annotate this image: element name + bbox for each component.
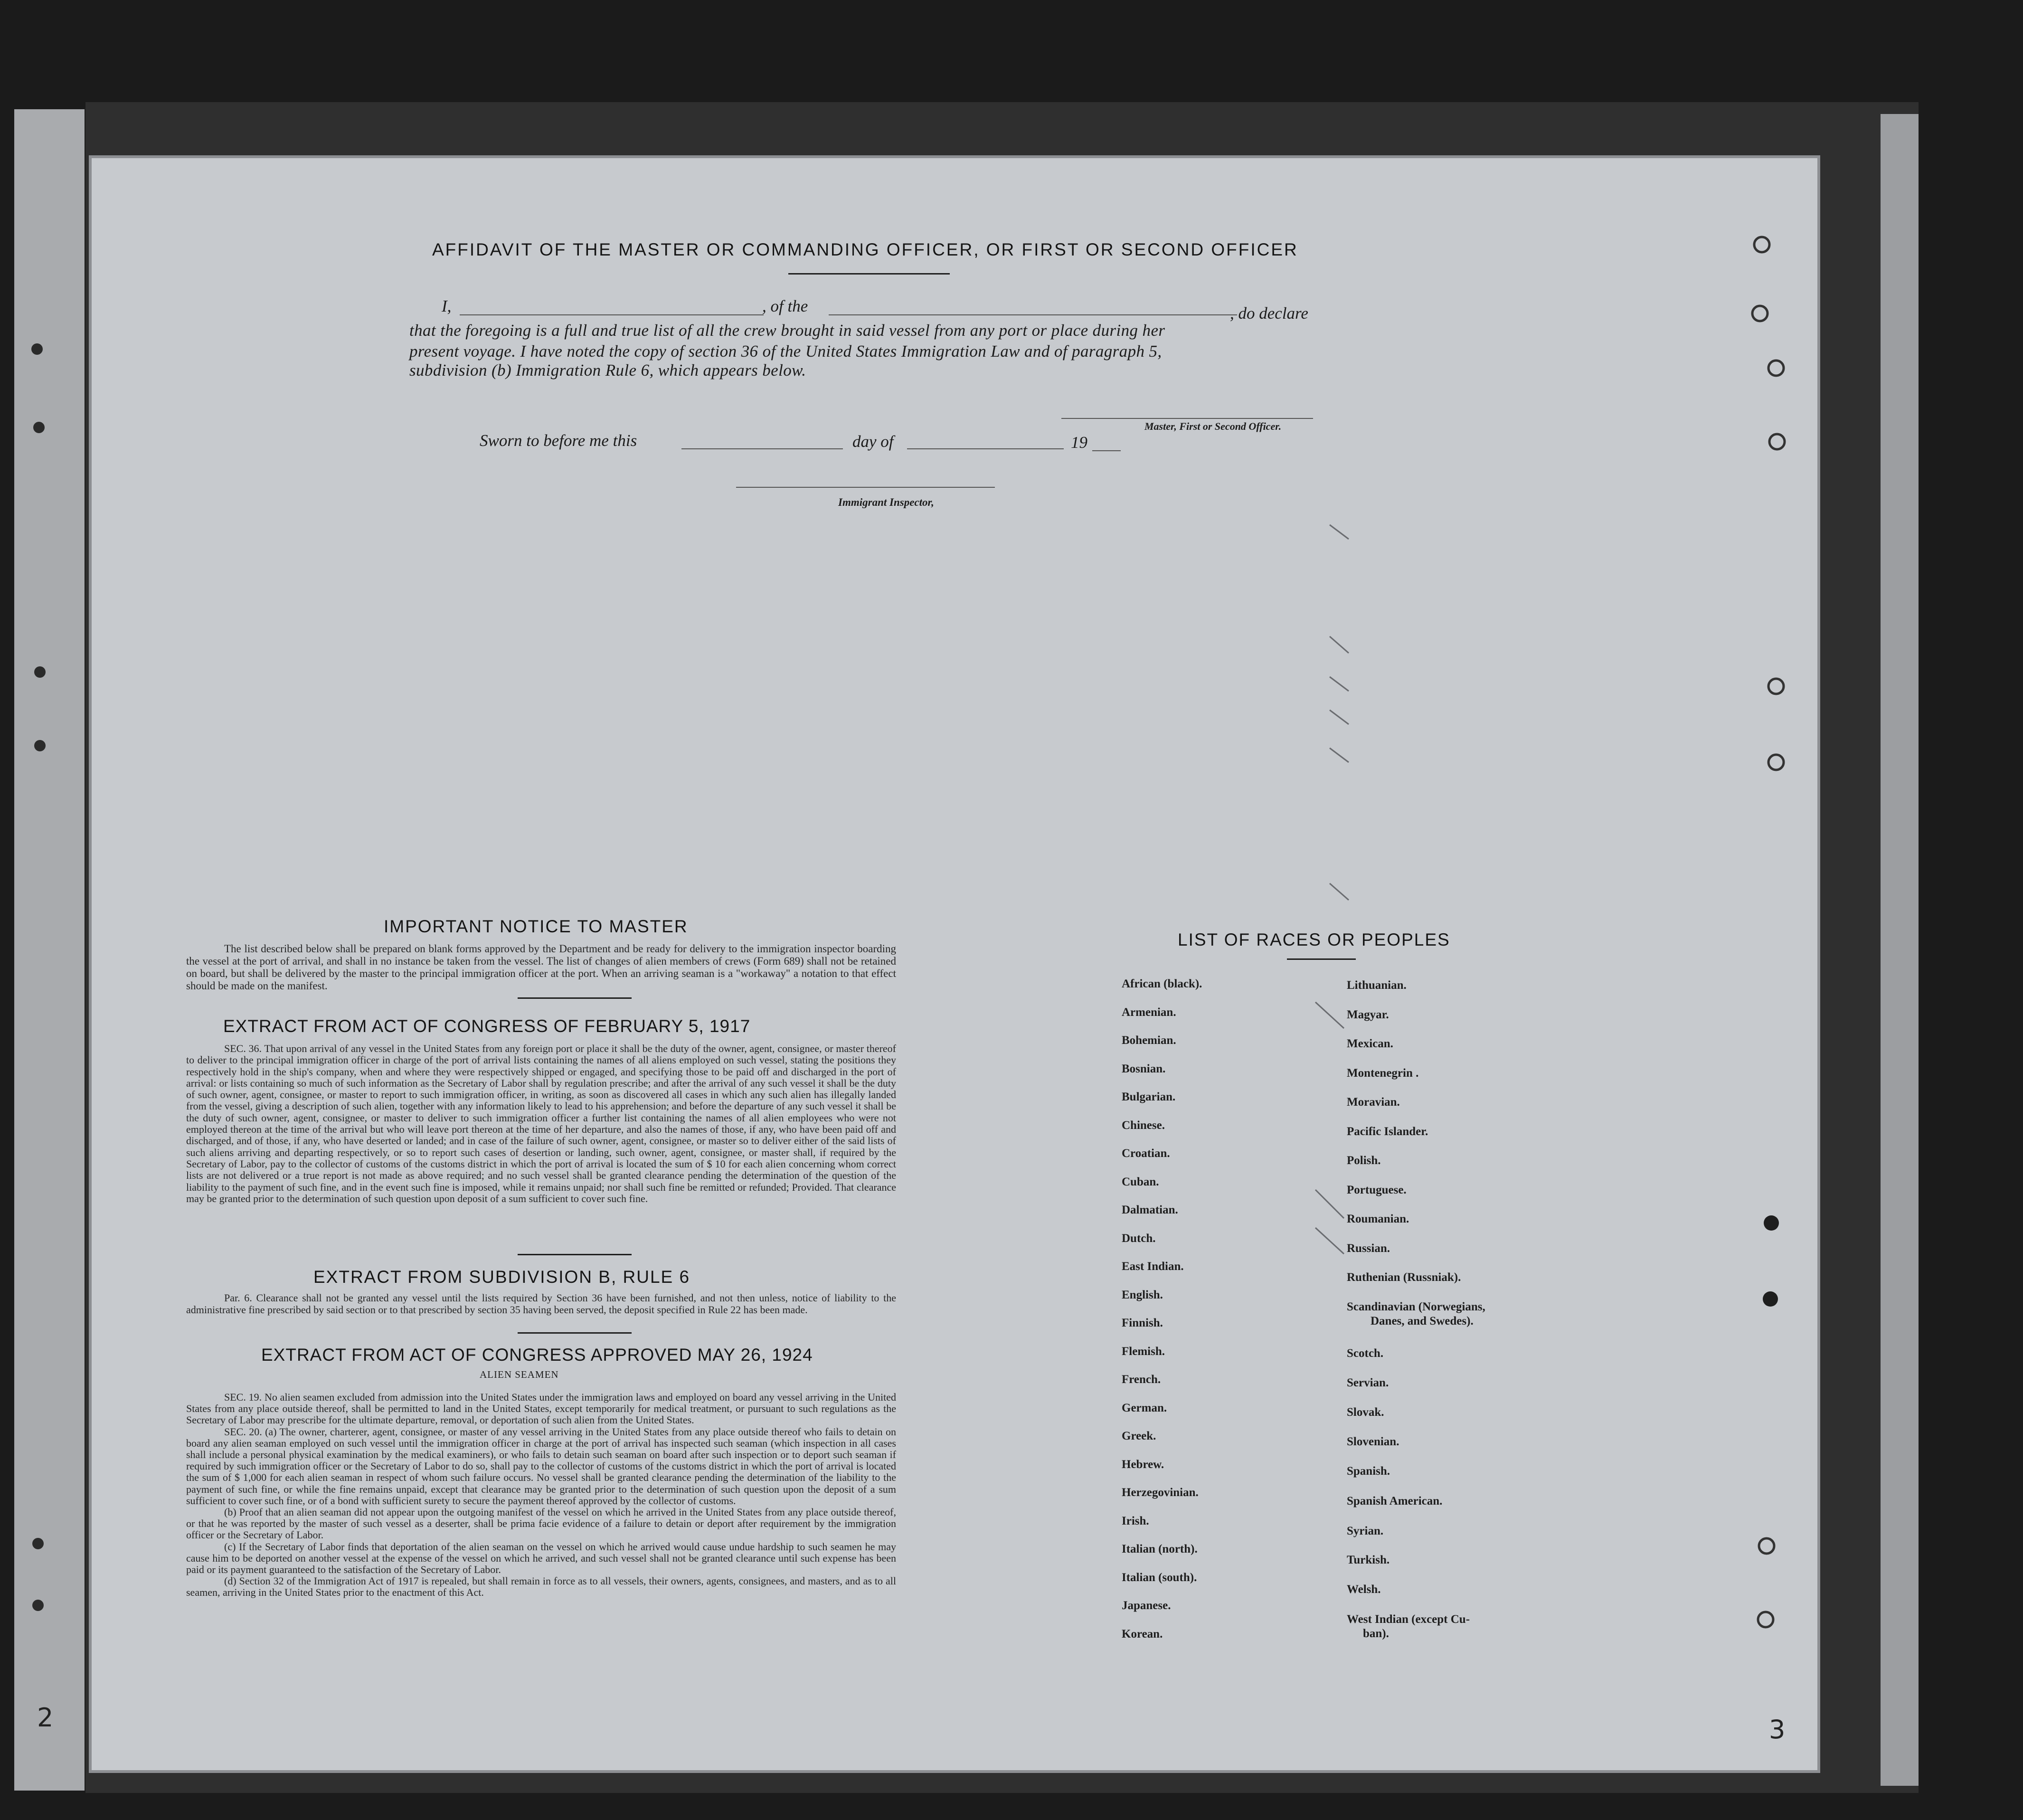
affidavit-line1-declare: , do declare — [1230, 304, 1308, 322]
inspector-signature-line — [736, 487, 995, 488]
extract-1924-title: EXTRACT FROM ACT OF CONGRESS APPROVED MAY 26, 1924 — [261, 1345, 813, 1365]
extract-1924-body — [186, 1392, 896, 1599]
affidavit-line3: present voyage. I have noted the copy of section 36 of the United States Immigration Law and of paragraph 5, — [409, 342, 1162, 360]
affidavit-line4: subdivision (b) Immigration Rule 6, which appears below. — [409, 361, 806, 379]
race-right-item: Syrian. — [1347, 1525, 1384, 1537]
extract-rule6-rule — [518, 1332, 632, 1334]
sec20a-text: SEC. 20. (a) The owner, charterer, agent, consignee, or master of any vessel arriving in the United States from any place outside thereof who fails to detain on board any alien seaman employed on such vessel until the immigration officer in charge at the port of arrival has inspected such seaman (which inspection in all cases shall include a personal physical examination by the medical examiners), or who fails to detain such seaman on board after such inspection or to deport such seaman if required by such immigration officer or the Secretary of Labor to do so, shall pay to the collector of customs of the customs district in which the port of arrival is located the sum of $ 1,000 for each alien seaman in respect of whom such failure occurs. No vessel shall be granted clearance pending the determination of the liability to the payment of such fine, or while the fine remains unpaid, except that clearance may be granted prior to the determination of such question upon the deposit of a sum sufficient to cover such fine, or of a bond with sufficient surety to secure the payment thereof approved by the collector of customs. — [186, 1425, 896, 1507]
race-right-item: Russian. — [1347, 1242, 1390, 1255]
race-left-item: Chinese. — [1122, 1119, 1165, 1132]
left-page-number: 2 — [37, 1703, 54, 1733]
race-right-item: Ruthenian (Russniak). — [1347, 1271, 1461, 1284]
sworn-year: 19 — [1071, 433, 1087, 452]
race-right-item: Spanish American. — [1347, 1495, 1443, 1507]
sworn-prefix: Sworn to before me this — [480, 431, 637, 450]
race-right-item: Roumanian. — [1347, 1213, 1409, 1225]
race-left-item: Italian (north). — [1122, 1543, 1198, 1555]
race-left-item: Hebrew. — [1122, 1458, 1164, 1471]
race-right-item: Slovenian. — [1347, 1435, 1399, 1448]
race-left-item: Irish. — [1122, 1515, 1149, 1527]
notice-rule — [518, 997, 632, 999]
race-right-item: Mexican. — [1347, 1037, 1393, 1050]
extract-1924-subtitle: ALIEN SEAMEN — [480, 1369, 559, 1380]
race-right-item: Danes, and Swedes). — [1371, 1315, 1474, 1327]
name-blank — [460, 314, 764, 315]
race-right-item: Servian. — [1347, 1376, 1389, 1389]
race-right-item: Portuguese. — [1347, 1184, 1407, 1196]
race-left-item: Korean. — [1122, 1628, 1163, 1640]
race-right-item: Scandinavian (Norwegians, — [1347, 1300, 1485, 1313]
race-right-item: Welsh. — [1347, 1583, 1381, 1596]
race-right-item: Lithuanian. — [1347, 979, 1407, 992]
master-signature-label: Master, First or Second Officer. — [1144, 420, 1282, 432]
race-left-item: Dutch. — [1122, 1232, 1156, 1245]
race-right-item: Spanish. — [1347, 1465, 1390, 1478]
sworn-day-of: day of — [852, 432, 894, 451]
race-right-item: Magyar. — [1347, 1008, 1389, 1021]
sworn-day-blank — [681, 448, 843, 449]
affidavit-line1-i: I, — [442, 297, 452, 315]
race-left-item: Dalmatian. — [1122, 1204, 1178, 1216]
sec20c-text: (c) If the Secretary of Labor finds that deportation of the alien seaman on the vessel on which he arrived would cause undue hardship to such seamen he may cause him to be deported on another vessel at the expense of the vessel on which he arrived, and such vessel shall not be granted clearance until such expense has been paid or its payment guaranteed to the satisfaction of the Secretary of Labor. — [186, 1540, 896, 1576]
race-left-item: French. — [1122, 1373, 1161, 1386]
extract-rule6-title: EXTRACT FROM SUBDIVISION B, RULE 6 — [313, 1267, 690, 1287]
race-left-item: Armenian. — [1122, 1006, 1176, 1019]
master-signature-line — [1061, 418, 1313, 419]
sec19-text: SEC. 19. No alien seamen excluded from admission into the United States under the immigration laws and employed on board any vessel arriving in the United States from any place outside thereof, shall be permitted to land in the United States, except temporarily for medical treatment, or pursuant to such regulations as the Secretary of Labor may prescribe for the ultimate departure, removal, or deportation of such alien from the United States. — [186, 1391, 896, 1426]
sec20d-text: (d) Section 32 of the Immigration Act of 1917 is repealed, but shall remain in force as to all vessels, their owners, agents, consignees, and masters, and as to all seamen, arriving in the United States prior to the enactment of this Act. — [186, 1575, 896, 1599]
race-right-item: Montenegrin . — [1347, 1067, 1419, 1080]
race-left-item: Greek. — [1122, 1430, 1156, 1442]
race-left-item: Japanese. — [1122, 1599, 1171, 1612]
sworn-month-blank — [907, 448, 1064, 449]
affidavit-line2: that the foregoing is a full and true list of all the crew brought in said vessel from any port or place during her — [409, 321, 1165, 340]
race-left-item: Herzegovinian. — [1122, 1486, 1199, 1499]
race-left-item: Bulgarian. — [1122, 1090, 1176, 1103]
notice-title: IMPORTANT NOTICE TO MASTER — [384, 917, 688, 936]
race-left-item: Finnish. — [1122, 1317, 1163, 1329]
race-right-item: Slovak. — [1347, 1406, 1384, 1419]
extract-1917-rule — [518, 1254, 632, 1255]
races-title-rule — [1287, 958, 1356, 960]
race-left-item: African (black). — [1122, 977, 1202, 990]
notice-text: The list described below shall be prepared on blank forms approved by the Department and be ready for delivery to the immigration inspector boarding the vessel at the port of arrival, and shall in no instance be taken from the vessel. The list of changes of alien members of crews (Form 689) shall not be retained on board, but shall be delivered by the master to the principal immigration officer at the port. When an arriving seaman is a "workaway" a notation to that effect should be made on the manifest. — [186, 943, 896, 992]
race-left-item: German. — [1122, 1402, 1167, 1414]
race-right-item: ban). — [1363, 1627, 1389, 1640]
race-left-item: Italian (south). — [1122, 1571, 1197, 1584]
affidavit-title: AFFIDAVIT OF THE MASTER OR COMMANDING OFFICER, OR FIRST OR SECOND OFFICER — [432, 240, 1298, 259]
extract-rule6-text: Par. 6. Clearance shall not be granted any vessel until the lists required by Section 36 have been furnished, and not then unless, notice of liability to the administrative fine prescribed by said section or to that prescribed by section 35 having been served, the deposit specified in Rule 22 has been made. — [186, 1292, 896, 1316]
race-left-item: Bosnian. — [1122, 1062, 1166, 1075]
extract-1917-text: SEC. 36. That upon arrival of any vessel in the United States from any foreign port or place it shall be the duty of the owner, agent, consignee, or master thereof to deliver to the principal immigration officer in charge of the port of arrival lists containing the names of all aliens employed on such vessel, stating the positions they respectively hold in the ship's company, when and where they were respectively shipped or engaged, and specifying those to be paid off and discharged in the port of arrival: or lists containing so much of such information as the Secretary of Labor shall by regulation prescribe; and after the arrival of any such vessel it shall be the duty of such owner, agent, consignee, or master to report to such immigration officer, in writing, as soon as discovered all cases in which any such alien has illegally landed from the vessel, giving a description of such alien, together with any information likely to lead to his apprehension; and before the departure of any such vessel it shall be the duty of such owner, agent, consignee, or master to deliver to such immigration officer a further list containing the names of all alien employees who were not employed thereon at the time of the arrival but who will leave port thereon at the time of her departure, and also the names of those, if any, who have been paid off and discharged, and of those, if any, who have deserted or landed; and in case of the failure of such owner, agent, consignee, or master so to deliver either of the said lists of such aliens arriving and departing respectively, or so to report such cases of desertion or landing, such owner, agent, consignee, or master shall, if required by the Secretary of Labor, pay to the collector of customs of the customs district in which the port of arrival is located the sum of $ 10 for each alien concerning whom correct lists are not delivered or a true report is not made as above required; and no such vessel shall be granted clearance pending the determination of the question of the liability to the payment of such fine, and in the event such fine is imposed, while it remains unpaid; nor shall such fine be remitted or refunded; Provided. That clearance may be granted prior to the determination of such question upon deposit of a sum sufficient to cover such fine. — [186, 1043, 896, 1204]
affidavit-title-rule — [788, 273, 950, 275]
race-left-item: East Indian. — [1122, 1260, 1184, 1273]
race-right-item: Moravian. — [1347, 1096, 1400, 1109]
sec20b-text: (b) Proof that an alien seaman did not appear upon the outgoing manifest of the vessel on which he arrived in the United States from any place outside thereof, or that he was reported by the master of such vessel as a deserter, shall be prima facie evidence of a failure to detain or deport after requirement by the immigration officer or the Secretary of Labor. — [186, 1506, 896, 1541]
inspector-label: Immigrant Inspector, — [838, 496, 934, 508]
race-right-item: Scotch. — [1347, 1347, 1384, 1360]
extract-1917-title: EXTRACT FROM ACT OF CONGRESS OF FEBRUARY 5, 1917 — [223, 1016, 751, 1036]
sworn-year-blank — [1092, 450, 1121, 451]
race-right-item: West Indian (except Cu- — [1347, 1613, 1470, 1626]
race-left-item: Bohemian. — [1122, 1034, 1176, 1047]
races-title: LIST OF RACES OR PEOPLES — [1178, 930, 1450, 949]
vessel-blank — [829, 314, 1237, 315]
race-right-item: Turkish. — [1347, 1554, 1390, 1566]
race-left-item: Cuban. — [1122, 1175, 1159, 1188]
race-right-item: Pacific Islander. — [1347, 1125, 1428, 1138]
affidavit-line1-of-the: , of the — [762, 297, 808, 315]
race-left-item: Flemish. — [1122, 1345, 1165, 1358]
right-page-number: 3 — [1769, 1715, 1786, 1744]
race-left-item: English. — [1122, 1289, 1163, 1301]
race-left-item: Croatian. — [1122, 1147, 1170, 1160]
race-right-item: Polish. — [1347, 1154, 1381, 1167]
